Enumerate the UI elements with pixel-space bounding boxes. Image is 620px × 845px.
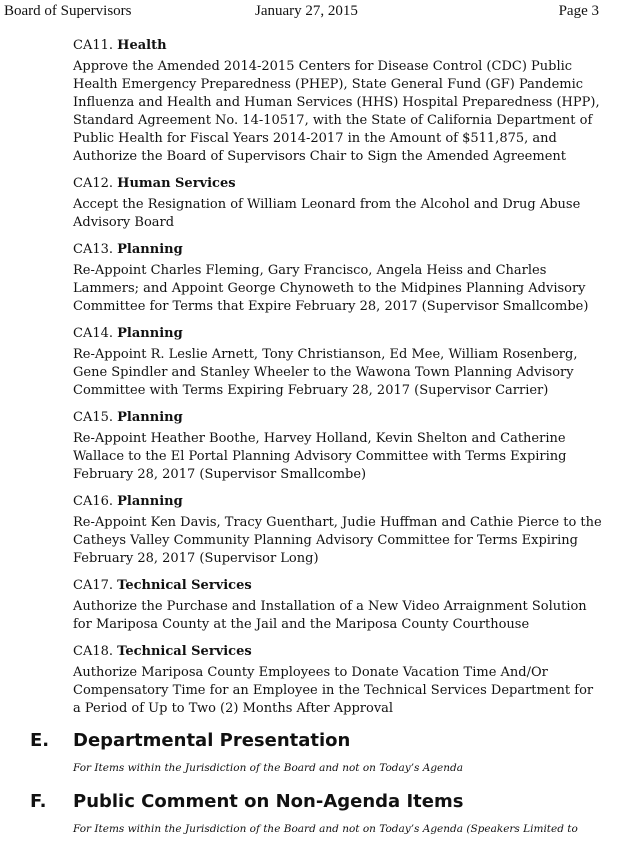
- agenda-item-ca11: [73, 37, 603, 166]
- section-title: Public Comment on Non-Agenda Items: [73, 791, 464, 812]
- header-page-number: Page 3: [558, 3, 599, 19]
- section-title: Departmental Presentation: [73, 730, 351, 751]
- page-header: [0, 3, 620, 21]
- item-department: Planning: [117, 326, 183, 341]
- item-heading: [73, 175, 603, 193]
- header-date: January 27, 2015: [255, 3, 358, 19]
- agenda-item-ca12: [73, 175, 603, 232]
- item-heading: [73, 325, 603, 343]
- item-code: CA17.: [73, 578, 114, 593]
- item-code: CA11.: [73, 38, 114, 53]
- item-code: CA13.: [73, 242, 114, 257]
- item-code: CA15.: [73, 410, 114, 425]
- header-board-name: Board of Supervisors: [4, 3, 132, 19]
- item-heading: [73, 409, 603, 427]
- section-letter: E.: [30, 730, 50, 751]
- agenda-item-ca16: [73, 493, 603, 568]
- agenda-item-ca14: [73, 325, 603, 400]
- item-description: Authorize the Purchase and Installation of a New Video Arraignment Solution for Mariposa County at the Jail and the Mariposa County Courthouse: [73, 599, 587, 632]
- item-department: Planning: [117, 242, 183, 257]
- item-heading: [73, 241, 603, 259]
- item-description: Authorize Mariposa County Employees to Donate Vacation Time And/Or Compensatory Time for an Employee in the Technical Services Department for a Period of Up to Two (2) Months After Approval: [73, 665, 594, 716]
- item-code: CA16.: [73, 494, 114, 509]
- agenda-item-ca18: [73, 643, 603, 718]
- item-code: CA12.: [73, 176, 114, 191]
- agenda-item-ca15: [73, 409, 603, 484]
- item-department: Technical Services: [117, 578, 252, 593]
- item-heading: [73, 493, 603, 511]
- item-heading: [73, 643, 603, 661]
- item-department: Health: [117, 38, 167, 53]
- item-description: Re-Appoint Ken Davis, Tracy Guenthart, Judie Huffman and Cathie Pierce to the Catheys Valley Community Planning Advisory Committee for Terms Expiring February 28, 2017 (Supervisor Long): [73, 515, 602, 566]
- agenda-item-ca13: [73, 241, 603, 316]
- section-note: For Items within the Jurisdiction of the Board and not on Today’s Agenda (Speakers Limited to: [73, 823, 578, 835]
- item-description: Re-Appoint R. Leslie Arnett, Tony Christianson, Ed Mee, William Rosenberg, Gene Spindler and Stanley Wheeler to the Wawona Town Planning Advisory Committee with Terms Expiring February 28, 2017 (Supervisor Carrier): [73, 347, 578, 398]
- item-code: CA18.: [73, 644, 114, 659]
- item-department: Human Services: [117, 176, 236, 191]
- item-heading: [73, 37, 603, 55]
- item-description: Re-Appoint Charles Fleming, Gary Francisco, Angela Heiss and Charles Lammers; and Appoint George Chynoweth to the Midpines Planning Advisory Committee for Terms that Expire February 28, 2017 (Supervisor Smallcombe): [73, 263, 589, 314]
- section-letter: F.: [30, 791, 47, 812]
- item-description: Re-Appoint Heather Boothe, Harvey Holland, Kevin Shelton and Catherine Wallace to the El Portal Planning Advisory Committee with Terms Expiring February 28, 2017 (Supervisor Smallcombe): [73, 431, 567, 482]
- item-description: Accept the Resignation of William Leonard from the Alcohol and Drug Abuse Advisory Board: [73, 197, 581, 230]
- section-note: For Items within the Jurisdiction of the Board and not on Today’s Agenda: [73, 762, 464, 774]
- item-code: CA14.: [73, 326, 114, 341]
- item-heading: [73, 577, 603, 595]
- item-department: Planning: [117, 410, 183, 425]
- item-department: Planning: [117, 494, 183, 509]
- item-department: Technical Services: [117, 644, 252, 659]
- consent-agenda-items: [73, 37, 603, 727]
- item-description: Approve the Amended 2014-2015 Centers for Disease Control (CDC) Public Health Emergency Preparedness (PHEP), State General Fund (GF) Pandemic Influenza and Health and Human Services (HHS) Hospital Preparedness (HPP), Standard Agreement No. 14-10517, with the State of California Department of Public Health for Fiscal Years 2014-2017 in the Amount of $511,875, and Authorize the Board of Supervisors Chair to Sign the Amended Agreement: [73, 59, 600, 164]
- agenda-item-ca17: [73, 577, 603, 634]
